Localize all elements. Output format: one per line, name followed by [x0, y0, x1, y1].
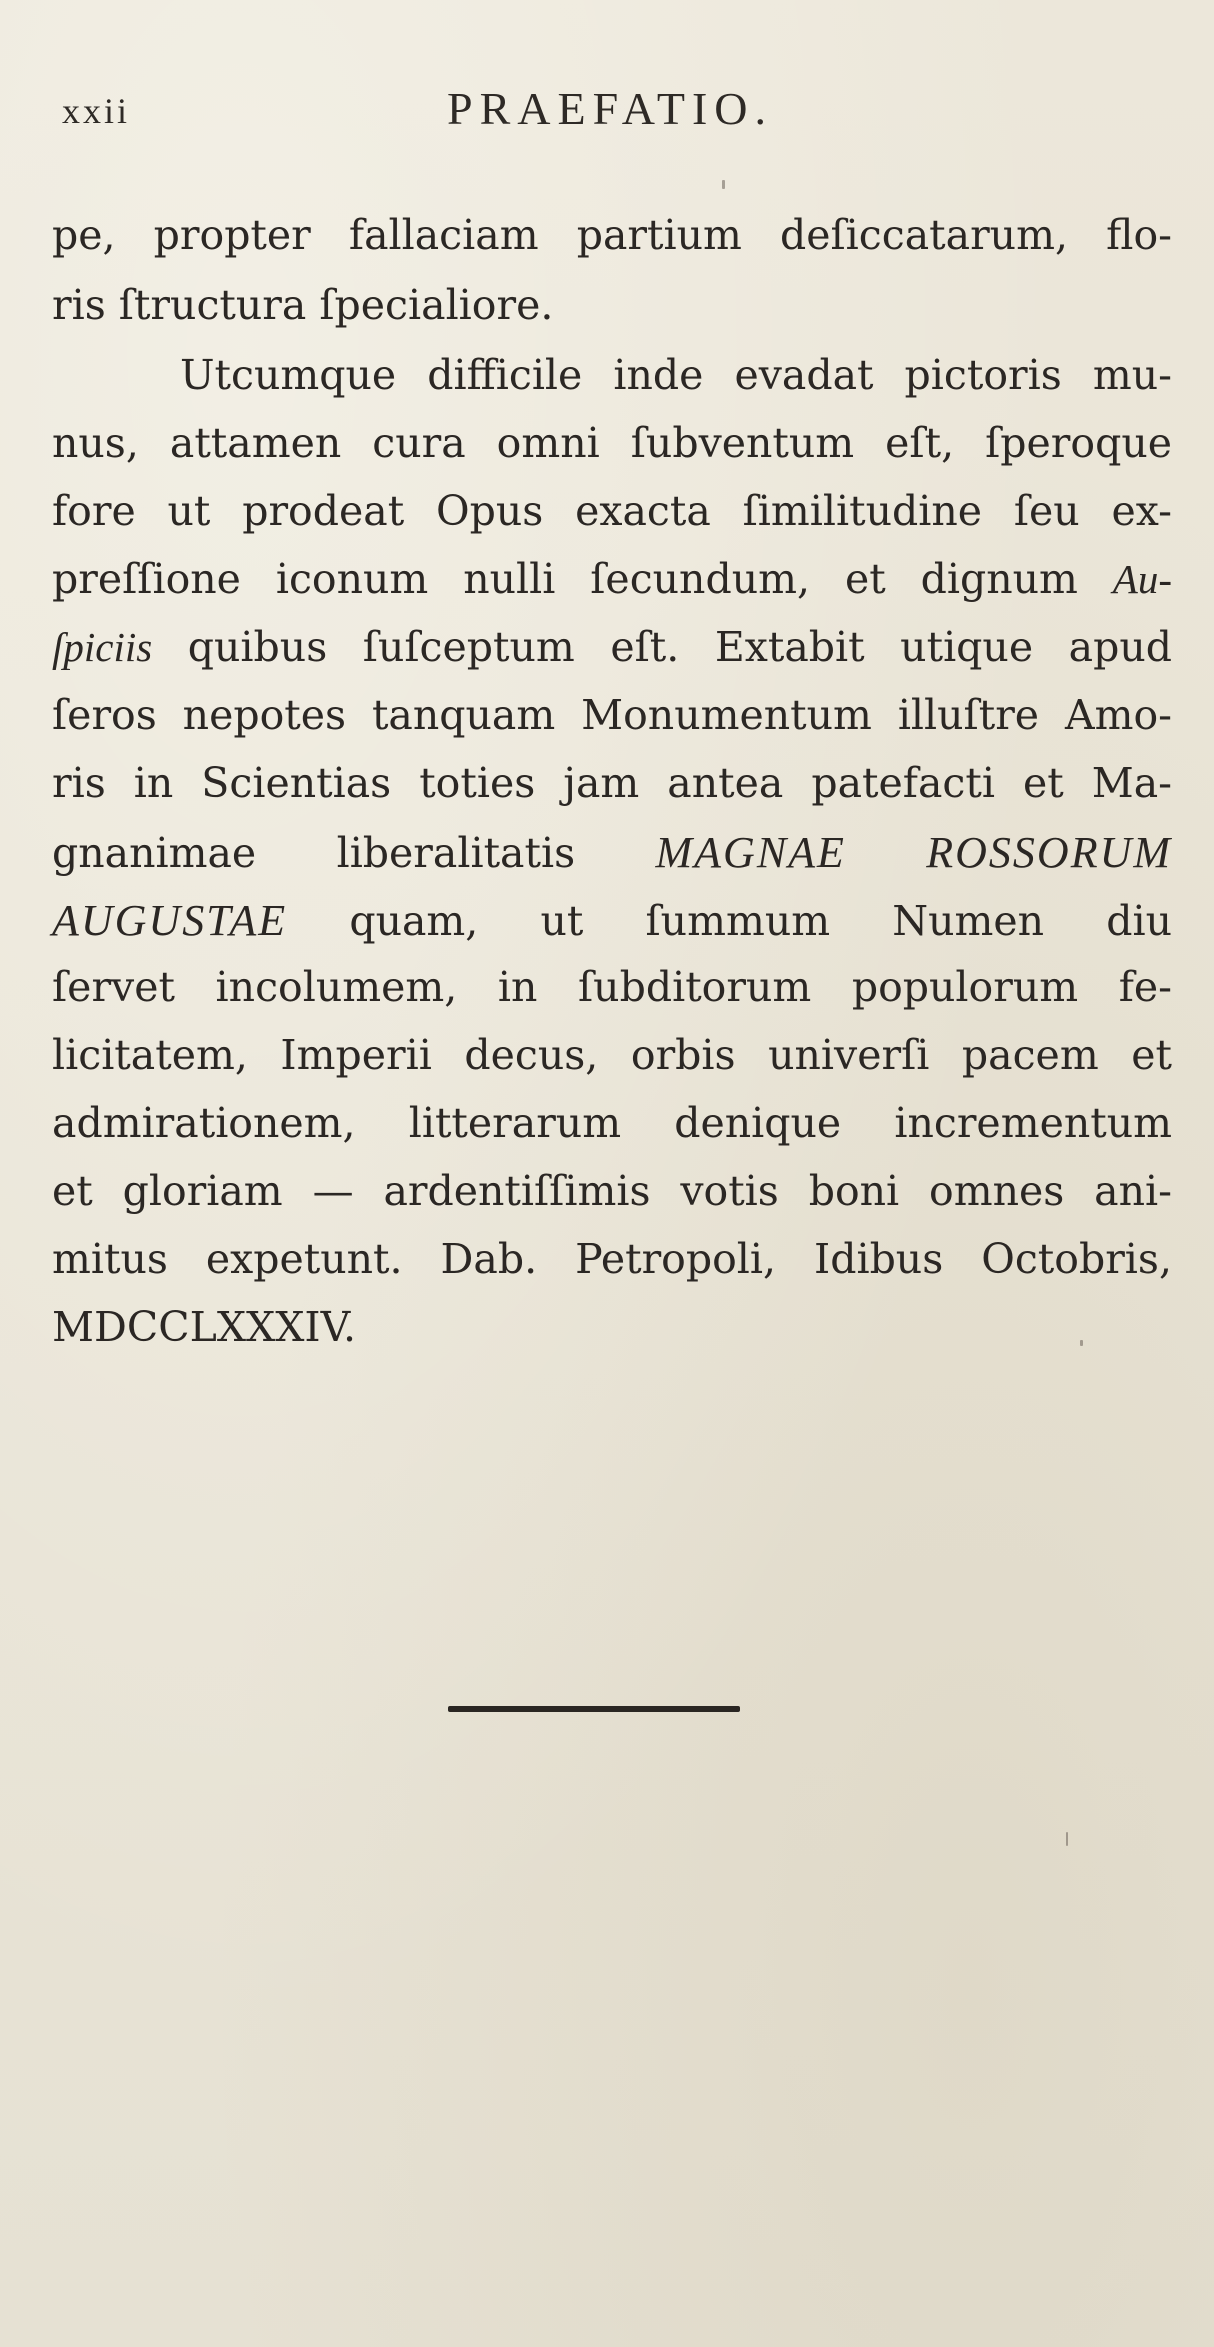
end-rule [448, 1706, 740, 1712]
text-line: nus, attamen cura omni ſubventum eſt, ſperoque [52, 419, 1172, 467]
page-number: xxii [62, 91, 131, 131]
text-line: ſeros nepotes tanquam Monumentum illuſtre Amo- [52, 691, 1172, 739]
text-line: ris ſtructura ſpecialiore. [52, 281, 554, 329]
text-line: ſpiciis quibus ſuſceptum eſt. Extabit utique apud [52, 623, 1172, 671]
running-head [52, 82, 1162, 142]
text-line: ris in Scientias toties jam antea patefacti et Ma- [52, 759, 1172, 807]
italic-caps-name: MAGNAE ROSSORUM [655, 828, 1172, 877]
italic-caps-name: AUGUSTAE [52, 896, 288, 945]
text-line: mitus expetunt. Dab. Petropoli, Idibus Octobris, [52, 1235, 1172, 1283]
paper-speck [1080, 1340, 1083, 1346]
text-line: AUGUSTAE quam, ut ſummum Numen diu [52, 896, 1172, 945]
text-line: gnanimae liberalitatis MAGNAE ROSSORUM [52, 828, 1172, 877]
text-line: MDCCLXXXIV. [52, 1303, 357, 1351]
text-line: admirationem, litterarum denique incrementum [52, 1099, 1172, 1147]
running-title: PRAEFATIO. [447, 83, 774, 134]
text-line: fore ut prodeat Opus exacta ſimilitudine ſeu ex- [52, 487, 1172, 535]
italic-word: ſpiciis [52, 624, 153, 670]
text-line: et gloriam — ardentiſſimis votis boni omnes ani- [52, 1167, 1172, 1215]
paper-speck [722, 180, 725, 189]
italic-word: Au- [1112, 556, 1172, 602]
text-line: preſſione iconum nulli ſecundum, et dignum Au- [52, 555, 1172, 603]
paragraph-first-line: Utcumque difficile inde evadat pictoris mu- [180, 351, 1172, 399]
paper-speck [1066, 1832, 1068, 1846]
text-line: licitatem, Imperii decus, orbis univerſi pacem et [52, 1031, 1172, 1079]
text-line: pe, propter fallaciam partium deſiccatarum, flo- [52, 211, 1172, 259]
text-line: ſervet incolumem, in ſubditorum populorum fe- [52, 963, 1172, 1011]
